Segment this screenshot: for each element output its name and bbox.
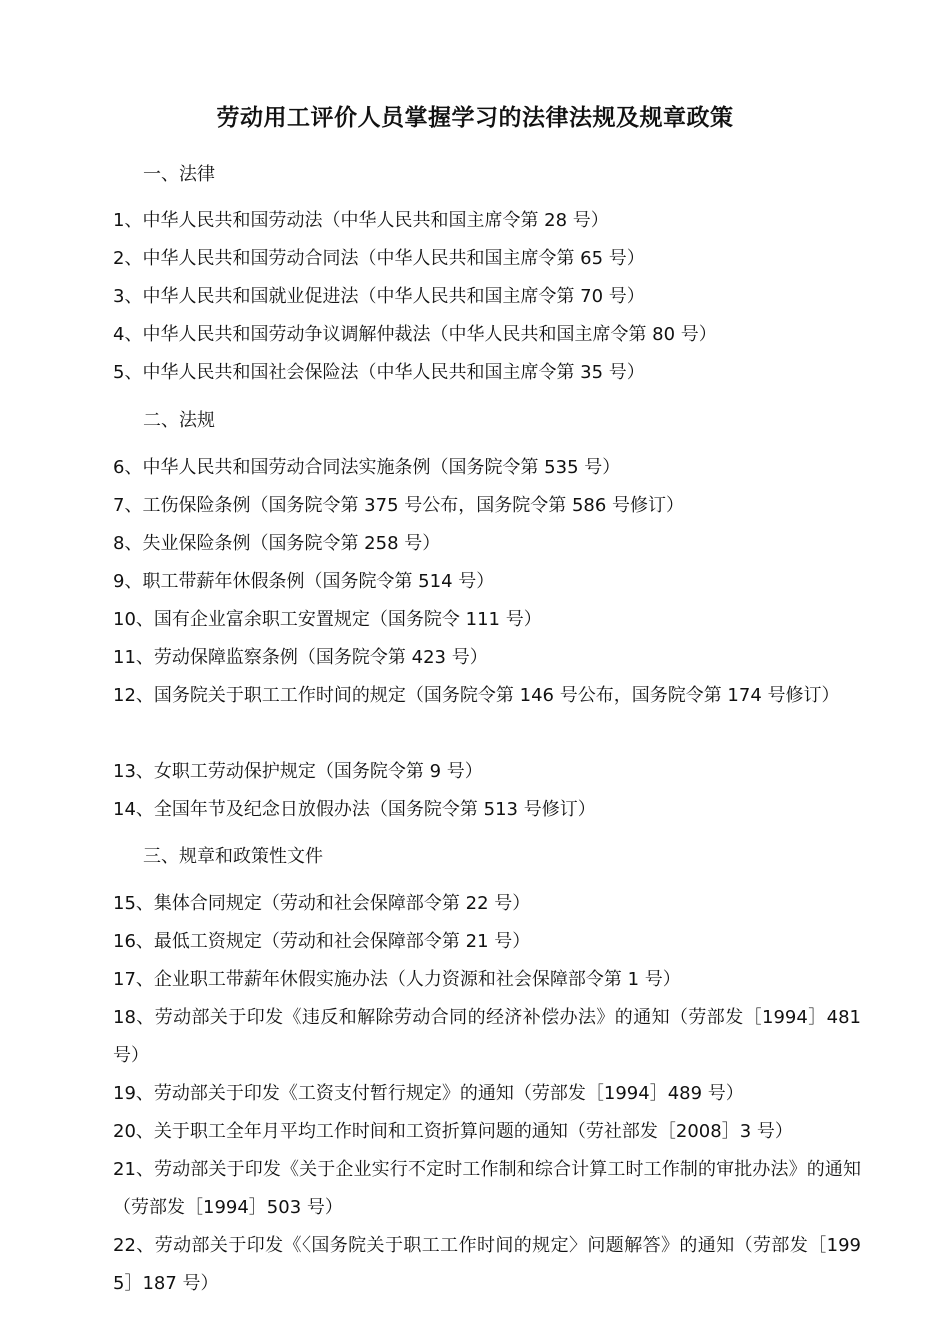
list-item: 7、工伤保险条例（国务院令第 375 号公布，国务院令第 586 号修订）	[113, 495, 685, 516]
list-item: 16、最低工资规定（劳动和社会保障部令第 21 号）	[113, 931, 531, 952]
list-item: 11、劳动保障监察条例（国务院令第 423 号）	[113, 647, 488, 668]
list-item: 4、中华人民共和国劳动争议调解仲裁法（中华人民共和国主席令第 80 号）	[113, 324, 717, 345]
list-item: 8、失业保险条例（国务院令第 258 号）	[113, 533, 441, 554]
list-item: 10、国有企业富余职工安置规定（国务院令 111 号）	[113, 609, 542, 630]
list-item: 19、劳动部关于印发《工资支付暂行规定》的通知（劳部发［1994］489 号）	[113, 1083, 744, 1104]
list-item: 3、中华人民共和国就业促进法（中华人民共和国主席令第 70 号）	[113, 286, 645, 307]
list-item: 9、职工带薪年休假条例（国务院令第 514 号）	[113, 571, 495, 592]
list-item: 17、企业职工带薪年休假实施办法（人力资源和社会保障部令第 1 号）	[113, 969, 681, 990]
section-heading-rules-policies: 三、规章和政策性文件	[143, 846, 323, 867]
section-heading-laws: 一、法律	[143, 164, 215, 185]
list-item: 18、劳动部关于印发《违反和解除劳动合同的经济补偿办法》的通知（劳部发［1994］481 号）	[113, 1007, 861, 1066]
list-item: 12、国务院关于职工工作时间的规定（国务院令第 146 号公布，国务院令第 174 号修订）	[113, 685, 840, 706]
list-item: 1、中华人民共和国劳动法（中华人民共和国主席令第 28 号）	[113, 210, 609, 231]
list-item: 5、中华人民共和国社会保险法（中华人民共和国主席令第 35 号）	[113, 362, 645, 383]
page-title: 劳动用工评价人员掌握学习的法律法规及规章政策	[216, 105, 734, 131]
list-item: 6、中华人民共和国劳动合同法实施条例（国务院令第 535 号）	[113, 457, 621, 478]
list-item: 14、全国年节及纪念日放假办法（国务院令第 513 号修订）	[113, 799, 596, 820]
section-heading-regulations: 二、法规	[143, 410, 215, 431]
list-item: 2、中华人民共和国劳动合同法（中华人民共和国主席令第 65 号）	[113, 248, 645, 269]
list-item: 20、关于职工全年月平均工作时间和工资折算问题的通知（劳社部发［2008］3 号）	[113, 1121, 793, 1142]
list-item: 15、集体合同规定（劳动和社会保障部令第 22 号）	[113, 893, 531, 914]
list-item: 22、劳动部关于印发《〈国务院关于职工工作时间的规定〉问题解答》的通知（劳部发［1995］187 号）	[113, 1235, 861, 1294]
list-item: 13、女职工劳动保护规定（国务院令第 9 号）	[113, 761, 483, 782]
list-item: 21、劳动部关于印发《关于企业实行不定时工作制和综合计算工时工作制的审批办法》的通知（劳部发［1994］503 号）	[113, 1159, 861, 1218]
